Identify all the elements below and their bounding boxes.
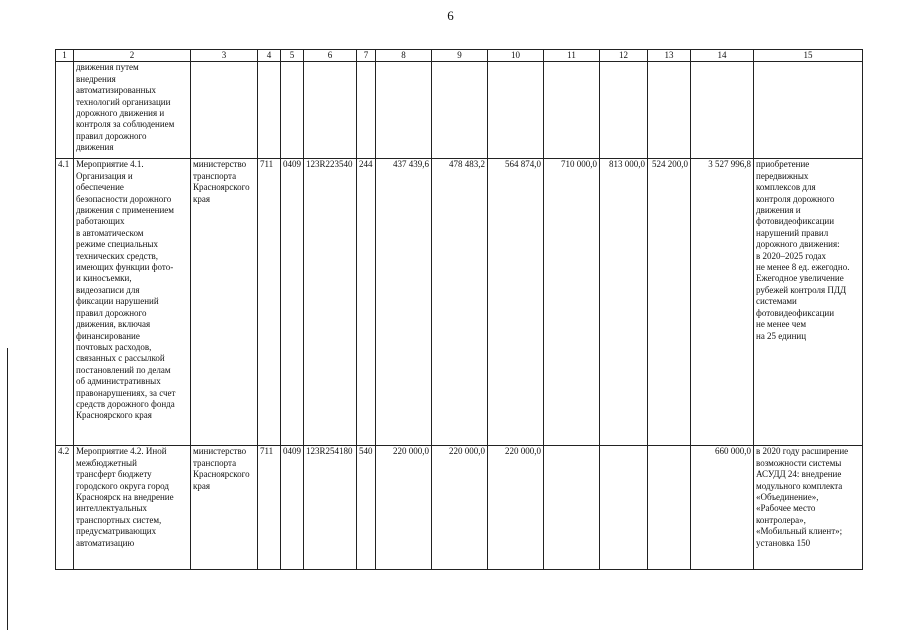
column-number: 2 [74,50,191,62]
amount-cell: 710 000,0 [544,159,600,446]
table-row [56,446,863,570]
column-number: 14 [691,50,754,62]
amount-cell: 524 200,0 [648,159,691,446]
amount-cell [544,62,600,159]
measure-description: движения путем внедрения автоматизированных технологий организации дорожного движения и контроля за соблюдением правил дорожного движения [74,62,191,159]
amount-cell [488,62,544,159]
grbs-code: 711 [258,159,281,446]
column-number: 13 [648,50,691,62]
column-number: 8 [376,50,432,62]
column-number: 7 [357,50,376,62]
amount-cell: 220 000,0 [488,446,544,570]
column-number: 10 [488,50,544,62]
grbs-code [258,62,281,159]
page-number: 6 [447,8,454,23]
amount-cell [648,446,691,570]
expected-result: в 2020 году расширение возможности системы АСУДД 24: внедрение модульного комплекта «Объединение», «Рабочее место контролера», «Мобильный клиент»; установка 150 [754,446,863,570]
amount-cell: 564 874,0 [488,159,544,446]
item-number: 4.1 [56,159,74,446]
administrator [191,62,258,159]
column-number: 6 [304,50,357,62]
administrator: министерство транспорта Красноярского края [191,446,258,570]
column-number: 9 [432,50,488,62]
amount-cell: 437 439,6 [376,159,432,446]
target-article-code: 123R223540 [304,159,357,446]
amount-cell [600,446,648,570]
column-number-row [56,50,863,62]
grbs-code: 711 [258,446,281,570]
amount-cell [648,62,691,159]
amount-cell: 220 000,0 [376,446,432,570]
expected-result [754,62,863,159]
program-measures-table [55,49,863,570]
expense-type-code: 540 [357,446,376,570]
column-number: 11 [544,50,600,62]
amount-cell [544,446,600,570]
amount-cell [432,62,488,159]
target-article-code: 123R254180 [304,446,357,570]
measure-description: Мероприятие 4.2. Иной межбюджетный трансферт бюджету городского округа город Красноярск на внедрение интеллектуальных транспортных систем, предусматривающих автоматизацию [74,446,191,570]
binding-margin-line [7,348,8,630]
amount-cell: 813 000,0 [600,159,648,446]
amount-cell: 220 000,0 [432,446,488,570]
target-article-code [304,62,357,159]
total-amount [691,62,754,159]
amount-cell: 478 483,2 [432,159,488,446]
amount-cell [376,62,432,159]
total-amount: 660 000,0 [691,446,754,570]
section-code: 0409 [281,446,304,570]
column-number: 1 [56,50,74,62]
item-number: 4.2 [56,446,74,570]
measure-description: Мероприятие 4.1. Организация и обеспечение безопасности дорожного движения с применением работающих в автоматическом режиме специальных технических средств, имеющих функции фото- и киносъемки, видеозаписи для фиксации нарушений правил дорожного движения, включая финансирование почтовых расходов, связанных с рассылкой постановлений по делам об административных правонарушениях, за счет средств дорожного фонда Красноярского края [74,159,191,446]
expense-type-code [357,62,376,159]
section-code: 0409 [281,159,304,446]
expected-result: приобретение передвижных комплексов для контроля дорожного движения и фотовидеофиксации нарушений правил дорожного движения: в 2020–2025 годах не менее 8 ед. ежегодно. Ежегодное увеличение рубежей контроля ПДД системами фотовидеофиксации не менее чем на 25 единиц [754,159,863,446]
table-row [56,159,863,446]
column-number: 3 [191,50,258,62]
total-amount: 3 527 996,8 [691,159,754,446]
column-number: 4 [258,50,281,62]
section-code [281,62,304,159]
amount-cell [600,62,648,159]
item-number [56,62,74,159]
column-number: 12 [600,50,648,62]
column-number: 15 [754,50,863,62]
column-number: 5 [281,50,304,62]
expense-type-code: 244 [357,159,376,446]
administrator: министерство транспорта Красноярского края [191,159,258,446]
table-row [56,62,863,159]
